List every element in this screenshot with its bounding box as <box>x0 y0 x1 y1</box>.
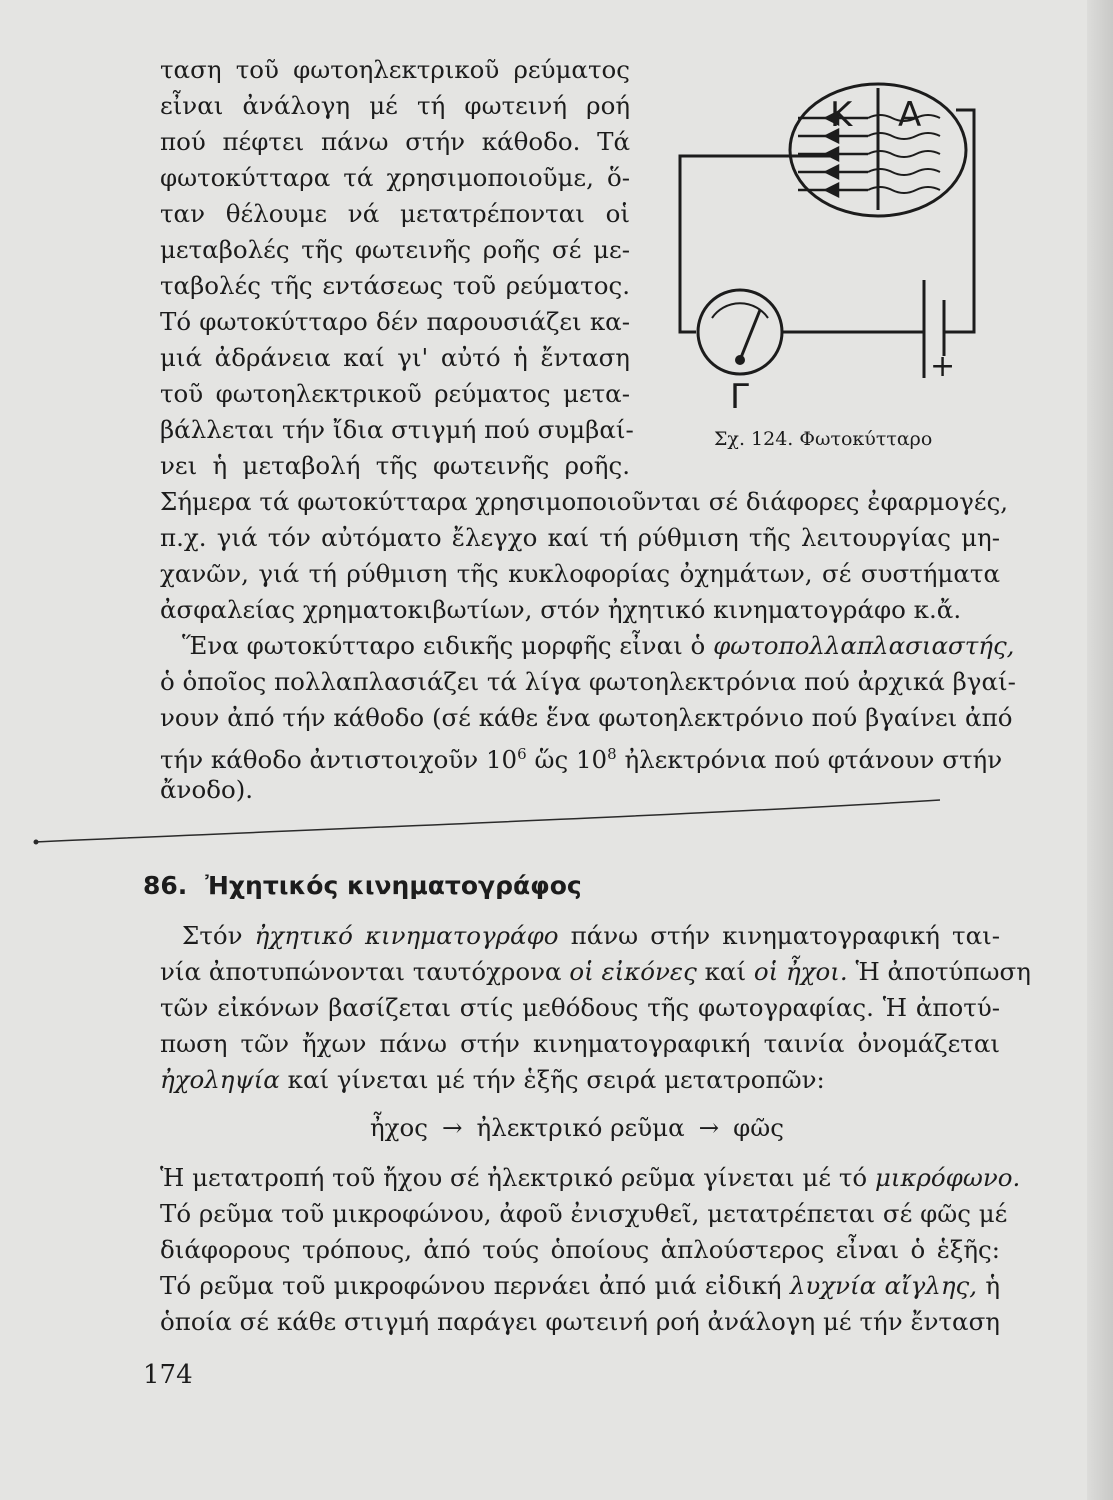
text-line: πωση τῶν ἤχων πάνω στήν κινηματογραφική ταινία ὀνομάζεται <box>160 1029 1000 1058</box>
text-line: εἶναι ἀνάλογη μέ τή φωτεινή ροή <box>160 91 630 120</box>
text-line: πού πέφτει πάνω στήν κάθοδο. Τά <box>160 127 630 156</box>
text-line: τήν κάθοδο ἀντιστοιχοῦν $10^6$ ὥς $10^8$ ἠλεκτρόνια πού φτάνουν στήν <box>160 745 1003 775</box>
arrow-icon: → <box>442 1113 463 1142</box>
text-line: Τό φωτοκύτταρο δέν παρουσιάζει κα- <box>160 307 630 336</box>
text-line: Σήμερα τά φωτοκύτταρα χρησιμοποιοῦνται σέ διάφορες ἐφαρμογές, <box>160 487 1009 516</box>
text-line: νει ἡ μεταβολή τῆς φωτεινῆς ροῆς. <box>160 451 630 480</box>
figure-caption: Σχ. 124. Φωτοκύτταρο <box>714 428 933 450</box>
text-line: ὁποία σέ κάθε στιγμή παράγει φωτεινή ροή ἀνάλογη μέ τήν ἔνταση <box>160 1307 1000 1336</box>
text-line: Τό ρεῦμα τοῦ μικροφώνου περνάει ἀπό μιά εἰδική λυχνία αἴγλης, ἡ <box>160 1271 1000 1300</box>
text-line: ταν θέλουμε νά μετατρέπονται οἱ <box>160 199 630 228</box>
text-line: Στόν ἠχητικό κινηματογράφο πάνω στήν κινηματογραφική ται- <box>182 921 1001 950</box>
text-line: Ἡ μετατροπή τοῦ ἤχου σέ ἠλεκτρικό ρεῦμα γίνεται μέ τό μικρόφωνο. <box>160 1163 1021 1192</box>
text-line: διάφορους τρόπους, ἀπό τούς ὁποίους ἁπλούστερος εἶναι ὁ ἑξῆς: <box>160 1235 1000 1264</box>
text-line: μεταβολές τῆς φωτεινῆς ροῆς σέ με- <box>160 235 630 264</box>
text-line: νουν ἀπό τήν κάθοδο (σέ κάθε ἕνα φωτοηλεκτρόνιο πού βγαίνει ἀπό <box>160 703 1013 732</box>
arrow-icon: → <box>698 1113 720 1142</box>
text-line: ἀσφαλείας χρηματοκιβωτίων, στόν ἠχητικό κινηματογράφο κ.ἄ. <box>160 595 962 624</box>
text-line: ὁ ὁποῖος πολλαπλασιάζει τά λίγα φωτοηλεκτρόνια πού ἀρχικά βγαί- <box>160 667 1016 696</box>
galvanometer-label: Γ <box>730 377 749 417</box>
section-heading <box>143 868 582 904</box>
text-line: χανῶν, γιά τή ρύθμιση τῆς κυκλοφορίας ὀχημάτων, σέ συστήματα <box>160 559 1000 588</box>
section-number: 86. <box>143 871 188 900</box>
page-number: 174 <box>143 1360 193 1390</box>
text-line: ἠχοληψία καί γίνεται μέ τήν ἑξῆς σειρά μετατροπῶν: <box>160 1065 825 1094</box>
text-line: φωτοκύτταρα τά χρησιμοποιοῦμε, ὅ- <box>160 163 630 192</box>
text-line: βάλλεται τήν ἴδια στιγμή πού συμβαί- <box>160 415 634 444</box>
text-line: νία ἀποτυπώνονται ταυτόχρονα οἱ εἰκόνες καί οἱ ἦχοι. Ἡ ἀποτύπωση <box>160 957 1031 986</box>
text-line: τοῦ φωτοηλεκτρικοῦ ρεύματος μετα- <box>160 379 630 408</box>
text-line: ταβολές τῆς εντάσεως τοῦ ρεύματος. <box>160 271 630 300</box>
conversion-formula: ἦχος → ἠλεκτρικό ρεῦμα → φῶς <box>370 1113 785 1142</box>
plus-label: + <box>930 349 956 384</box>
anode-label: A <box>898 95 922 135</box>
cathode-label: K <box>830 95 853 135</box>
section-title: Ἠχητικός κινηματογράφος <box>205 871 582 900</box>
text-line: π.χ. γιά τόν αὐτόματο ἔλεγχο καί τή ρύθμιση τῆς λειτουργίας μη- <box>160 523 1000 552</box>
text-line: ἄνοδο). <box>160 775 254 804</box>
text-line: Ἕνα φωτοκύτταρο ειδικῆς μορφῆς εἶναι ὁ φωτοπολλαπλασιαστής, <box>182 631 1015 660</box>
text-line: μιά ἀδράνεια καί γι' αὐτό ἡ ἔνταση <box>160 343 630 372</box>
text-line: Τό ρεῦμα τοῦ μικροφώνου, ἀφοῦ ἐνισχυθεῖ, μετατρέπεται σέ φῶς μέ <box>160 1199 1008 1228</box>
text-line: τ​αση τοῦ φωτοηλεκτρικοῦ ρεύματος <box>160 55 630 84</box>
text-line: τῶν εἰκόνων βασίζεται στίς μεθόδους τῆς φωτογραφίας. Ἡ ἀποτύ- <box>160 993 1000 1022</box>
